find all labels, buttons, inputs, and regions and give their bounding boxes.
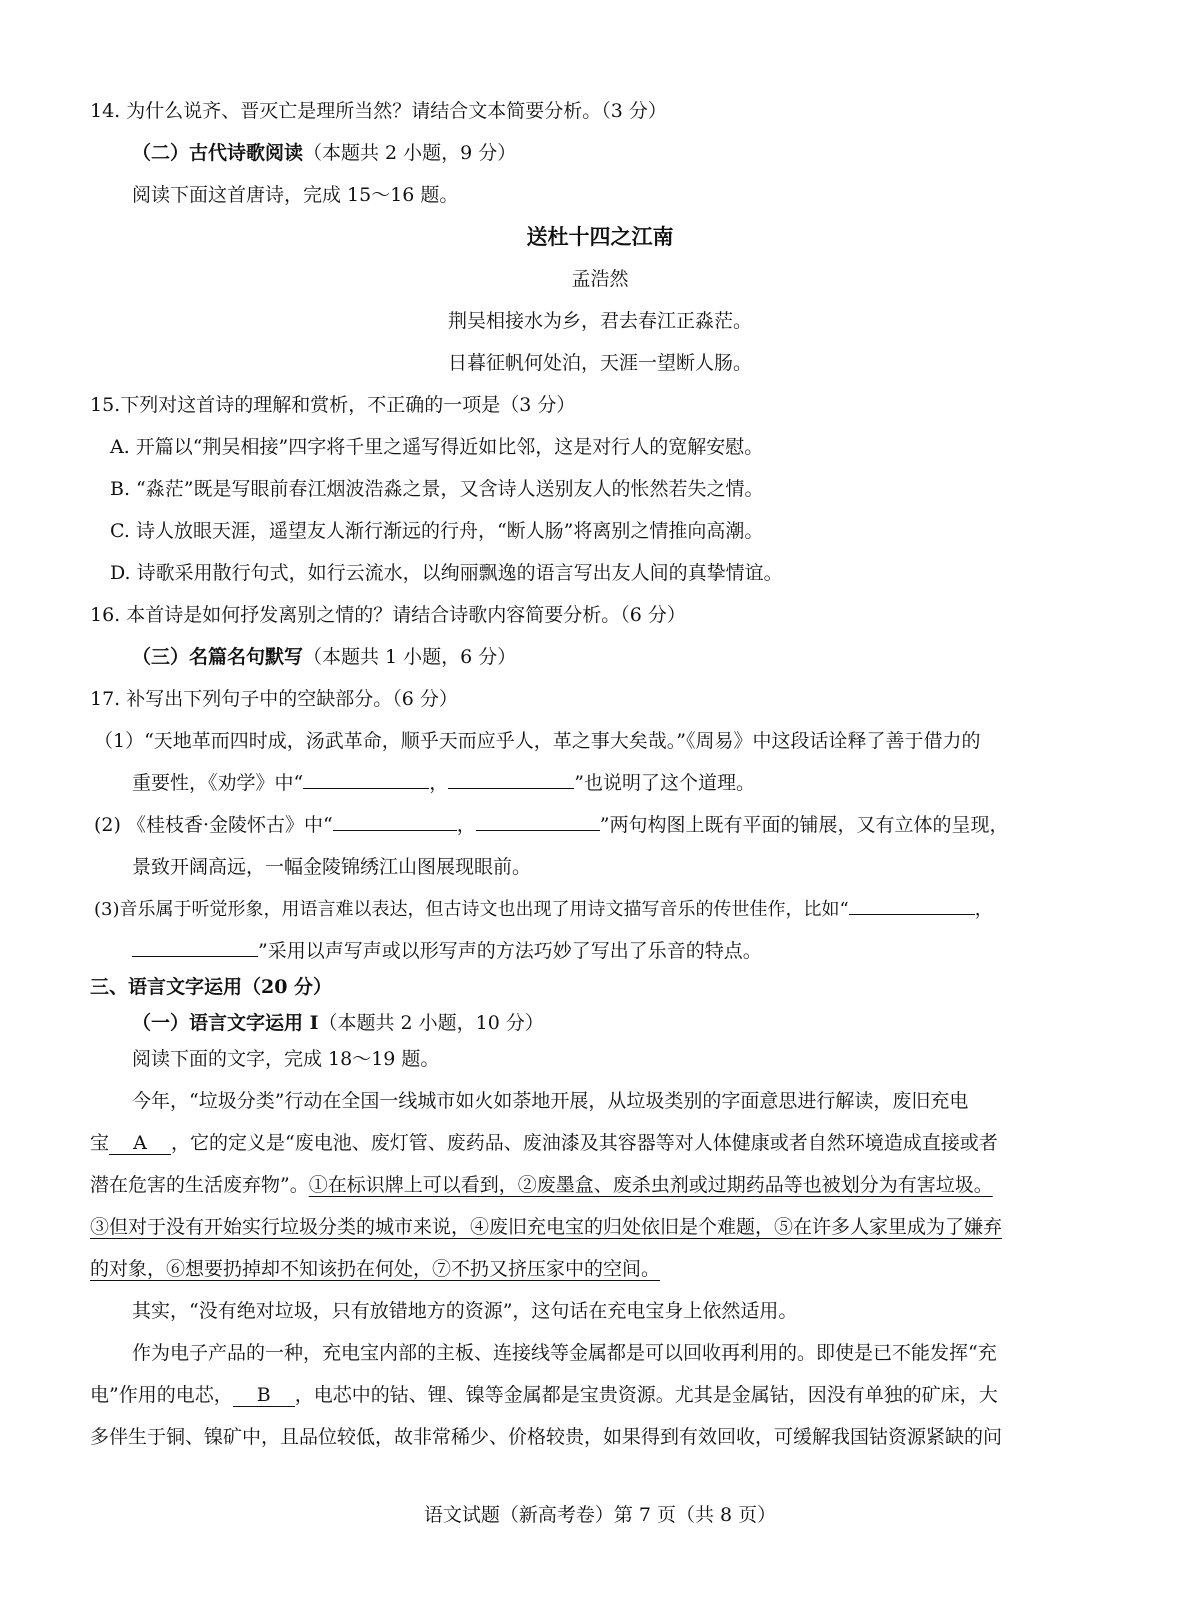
paragraph-3-line-1: 作为电子产品的一种，充电宝内部的主板、连接线等金属都是可以回收再利用的。即使是已不能发挥“充 <box>132 1342 997 1364</box>
question-15: 15.下列对这首诗的理解和赏析，不正确的一项是（3 分） <box>90 394 576 416</box>
section-usage-heading <box>132 1010 544 1036</box>
option-a: A. 开篇以“荆吴相接”四字将千里之遥写得近如比邻，这是对行人的宽解安慰。 <box>110 436 764 458</box>
paragraph-3-line-2 <box>90 1382 998 1408</box>
paragraph-1-line-4: ③但对于没有开始实行垃圾分类的城市来说，④废旧充电宝的归处依旧是个难题，⑤在许多人家里成为了嫌弃 <box>90 1216 1003 1238</box>
question-16: 16. 本首诗是如何抒发离别之情的？请结合诗歌内容简要分析。（6 分） <box>90 604 686 626</box>
answer-blank[interactable] <box>448 770 574 789</box>
p1-l2-post: ，它的定义是“废电池、废灯管、废药品、废油漆及其容器等对人体健康或者自然环境造成直接或者 <box>171 1132 998 1154</box>
page-footer: 语文试题（新高考卷）第 7 页（共 8 页） <box>423 1504 777 1526</box>
poem-instruction: 阅读下面这首唐诗，完成 15～16 题。 <box>132 184 459 206</box>
question-14: 14. 为什么说齐、晋灭亡是理所当然？请结合文本简要分析。（3 分） <box>90 100 667 122</box>
q17-item-2-line-1 <box>94 812 1008 838</box>
paragraph-2: 其实，“没有绝对垃圾，只有放错地方的资源”，这句话在充电宝身上依然适用。 <box>132 1300 798 1322</box>
q17-3-text-post: ”采用以声写声或以形写声的方法巧妙了写出了乐音的特点。 <box>258 940 762 962</box>
section-usage-title: （一）语言文字运用 I <box>132 1012 319 1034</box>
q17-3-text-pre: (3)音乐属于听觉形象，用语言难以表达，但古诗文也出现了用诗文描写音乐的传世佳作，比如“ <box>94 899 849 920</box>
q17-item-2-line-2: 景致开阔高远，一幅金陵锦绣江山图展现眼前。 <box>132 856 532 878</box>
q17-1-text-mid: ， <box>429 772 449 794</box>
section-dictation-note: （本题共 1 小题，6 分） <box>303 646 517 668</box>
answer-blank[interactable] <box>333 812 457 831</box>
section-poetry-title: （二）古代诗歌阅读 <box>132 142 304 164</box>
paragraph-1-line-1: 今年，“垃圾分类”行动在全国一线城市如火如荼地开展，从垃圾类别的字面意思进行解读，废旧充电 <box>132 1090 969 1112</box>
section-poetry-note: （本题共 2 小题，9 分） <box>303 142 517 164</box>
paragraph-1-line-3 <box>90 1172 993 1198</box>
question-17: 17. 补写出下列句子中的空缺部分。（6 分） <box>90 688 458 710</box>
q17-2-text-mid: ， <box>456 814 476 836</box>
option-d: D. 诗歌采用散行句式，如行云流水，以绚丽飘逸的语言写出友人间的真挚情谊。 <box>110 562 783 584</box>
q17-1-text-pre: 重要性，《劝学》中“ <box>132 772 304 794</box>
q17-item-3-line-2 <box>132 938 762 964</box>
q17-2-text-pre: (2) 《桂枝香·金陵怀古》中“ <box>94 814 333 836</box>
poem-line-2: 日暮征帆何处泊，天涯一望断人肠。 <box>447 352 752 374</box>
q17-item-3-line-1 <box>94 896 993 923</box>
q17-3-text-comma: ， <box>974 899 993 920</box>
part-3-heading: 三、语言文字运用（20 分） <box>90 976 333 998</box>
underlined-passage: ①在标识牌上可以看到，②废墨盒、废杀虫剂或过期药品等也被划分为有害垃圾。 <box>308 1174 993 1196</box>
poem-author: 孟浩然 <box>571 268 629 290</box>
answer-blank[interactable] <box>476 812 600 831</box>
q17-item-1-line-2 <box>132 770 755 796</box>
reading-instruction: 阅读下面的文字，完成 18～19 题。 <box>132 1048 440 1070</box>
answer-blank[interactable] <box>849 896 975 915</box>
poem-line-1: 荆吴相接水为乡，君去春江正淼茫。 <box>447 310 752 332</box>
q17-item-1-line-1: （1）“天地革而四时成，汤武革命，顺乎天而应乎人，革之事大矣哉。”《周易》中这段话诠释了善于借力的 <box>94 730 981 752</box>
q17-2-text-post: ”两句构图上既有平面的铺展，又有立体的呈现， <box>599 814 1009 836</box>
p3-l2-pre: 电”作用的电芯， <box>90 1384 233 1406</box>
poem-title: 送杜十四之江南 <box>526 224 674 249</box>
section-usage-note: （本题共 2 小题，10 分） <box>318 1012 544 1034</box>
paragraph-1-line-2 <box>90 1130 998 1156</box>
p1-l2-pre: 宝 <box>90 1132 110 1154</box>
p1-l3-pre: 潜在危害的生活废弃物”。 <box>90 1174 309 1196</box>
option-b: B. “淼茫”既是写眼前春江烟波浩淼之景，又含诗人送别友人的怅然若失之情。 <box>110 478 764 500</box>
section-dictation-heading <box>132 644 516 670</box>
q17-1-text-post: ”也说明了这个道理。 <box>574 772 755 794</box>
p3-l2-post: ，电芯中的钴、锂、镍等金属都是宝贵资源。尤其是金属钴，因没有单独的矿床，大 <box>294 1384 998 1406</box>
answer-blank[interactable] <box>132 938 258 957</box>
blank-b[interactable]: B <box>233 1384 295 1407</box>
answer-blank[interactable] <box>303 770 429 789</box>
section-dictation-title: （三）名篇名句默写 <box>132 646 304 668</box>
paragraph-1-line-5: 的对象，⑥想要扔掉却不知该扔在何处，⑦不扔又挤压家中的空间。 <box>90 1258 661 1280</box>
blank-a[interactable]: A <box>109 1132 171 1155</box>
section-poetry-heading <box>132 140 516 166</box>
option-c: C. 诗人放眼天涯，遥望友人渐行渐远的行舟，“断人肠”将离别之情推向高潮。 <box>110 520 764 542</box>
paragraph-3-line-3: 多伴生于铜、镍矿中，且品位较低，故非常稀少、价格较贵，如果得到有效回收，可缓解我国钴资源紧缺的问 <box>90 1426 1003 1448</box>
